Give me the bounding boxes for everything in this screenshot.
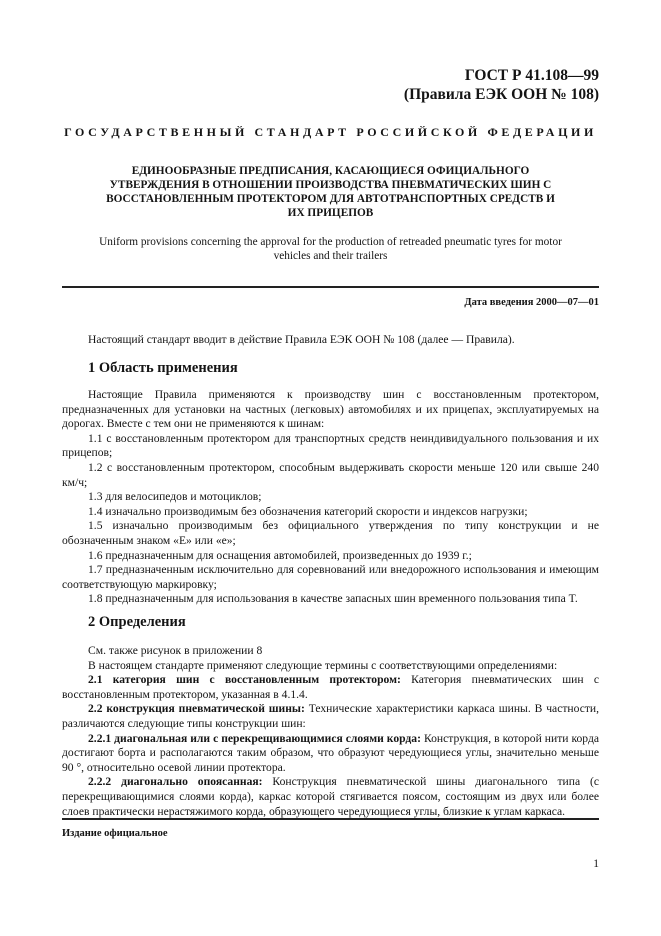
definition-text: Технические характеристики каркаса шины. В частности, различаются следующие типы конструкции шин: xyxy=(62,702,600,730)
rule-reference: (Правила ЕЭК ООН № 108) xyxy=(403,86,599,103)
section-1-heading: 1 Область применения xyxy=(88,360,238,376)
title-russian xyxy=(70,164,591,220)
term: 2.1 категория шин с восстановленным протектором: xyxy=(88,673,401,687)
paragraph: 1.6 предназначенным для оснащения автомобилей, произведенных до 1939 г.; xyxy=(88,548,472,562)
paragraph: 1.1 с восстановленным протектором для транспортных средств неиндивидуального пользования и их прицепов; xyxy=(62,431,599,460)
state-standard-line: ГОСУДАРСТВЕННЫЙ СТАНДАРТ РОССИЙСКОЙ ФЕДЕРАЦИИ xyxy=(64,125,597,139)
definition-2-2 xyxy=(62,702,599,731)
title-ru-line: ВОССТАНОВЛЕННЫМ ПРОТЕКТОРОМ ДЛЯ АВТОТРАНСПОРТНЫХ СРЕДСТВ И xyxy=(106,193,555,205)
paragraph: 1.5 изначально производимым без официального утверждения по типу конструкции и не обозначенным знаком «E» или «e»; xyxy=(62,519,599,547)
standard-code: ГОСТ Р 41.108—99 xyxy=(464,67,599,84)
title-en-line: Uniform provisions concerning the approval for the production of retreaded pneumatic tyres for motor xyxy=(99,236,562,248)
title-en-line: vehicles and their trailers xyxy=(273,249,388,262)
title-ru-line: ЕДИНООБРАЗНЫЕ ПРЕДПИСАНИЯ, КАСАЮЩИЕСЯ ОФИЦИАЛЬНОГО xyxy=(131,165,530,177)
definition-text: Конструкция пневматической шины диагонального типа (с перекрещивающимися слоями корда), каркас которой стягивается поясом, состоящим из двух или более слоев практически нерастяжимого корда, образующего чередующиеся углы, близкие к углам каркаса. xyxy=(62,775,599,818)
definition-text: Категория пневматических шин с восстановленным протектором, указанная в 4.1.4. xyxy=(62,673,600,701)
term: 2.2.2 диагонально опоясанная: xyxy=(88,775,263,789)
paragraph: 1.3 для велосипедов и мотоциклов; xyxy=(88,490,262,504)
header-divider xyxy=(62,286,599,288)
paragraph: См. также рисунок в приложении 8 xyxy=(88,644,263,657)
paragraph: 1.7 предназначенным исключительно для соревнований или внедорожного использования и имеющим соответствующую маркировку; xyxy=(62,563,599,591)
section-2-body xyxy=(62,644,599,819)
definition-2-2-1 xyxy=(62,732,599,776)
standard-code-block xyxy=(404,66,599,104)
title-english xyxy=(70,236,591,263)
paragraph: 1.8 предназначенным для использования в качестве запасных шин временного пользования типа T. xyxy=(88,592,578,606)
title-ru-line: УТВЕРЖДЕНИЯ В ОТНОШЕНИИ ПРОИЗВОДСТВА ПНЕВМАТИЧЕСКИХ ШИН С xyxy=(109,179,552,191)
section-2-heading: 2 Определения xyxy=(88,614,186,630)
intro-paragraph xyxy=(62,333,599,348)
official-edition-label: Издание официальное xyxy=(62,828,168,839)
intro-text: Настоящий стандарт вводит в действие Правила ЕЭК ООН № 108 (далее — Правила). xyxy=(88,333,515,346)
paragraph: 1.2 с восстановленным протектором, способным выдерживать скорости меньше 120 или свыше 240 км/ч; xyxy=(62,460,599,489)
introduction-date: Дата введения 2000—07—01 xyxy=(464,297,599,308)
term: 2.2 конструкция пневматической шины: xyxy=(88,702,305,716)
title-ru-line: ИХ ПРИЦЕПОВ xyxy=(287,207,374,219)
term: 2.2.1 диагональная или с перекрещивающимися слоями корда: xyxy=(88,731,421,745)
paragraph: В настоящем стандарте применяют следующие термины с соответствующими определениями: xyxy=(88,658,558,672)
page-number: 1 xyxy=(593,858,599,870)
section-1-body xyxy=(62,388,599,607)
definition-2-1 xyxy=(62,673,599,702)
paragraph: Настоящие Правила применяются к производству шин с восстановленным протектором, предназначенных для установки на частных (легковых) автомобилях и их прицепах, эксплуатируемых на дорогах. Вместе с тем они не применяются к шинам: xyxy=(62,388,599,431)
definition-text: Конструкция, в которой нити корда достигают борта и располагаются таким образом, что образуют чередующиеся углы, значительно меньше 90 °, относительно осевой линии протектора. xyxy=(62,731,599,774)
footer-divider xyxy=(62,818,599,820)
definition-2-2-2 xyxy=(62,775,599,819)
paragraph: 1.4 изначально производимым без обозначения категорий скорости и индексов нагрузки; xyxy=(88,504,528,518)
